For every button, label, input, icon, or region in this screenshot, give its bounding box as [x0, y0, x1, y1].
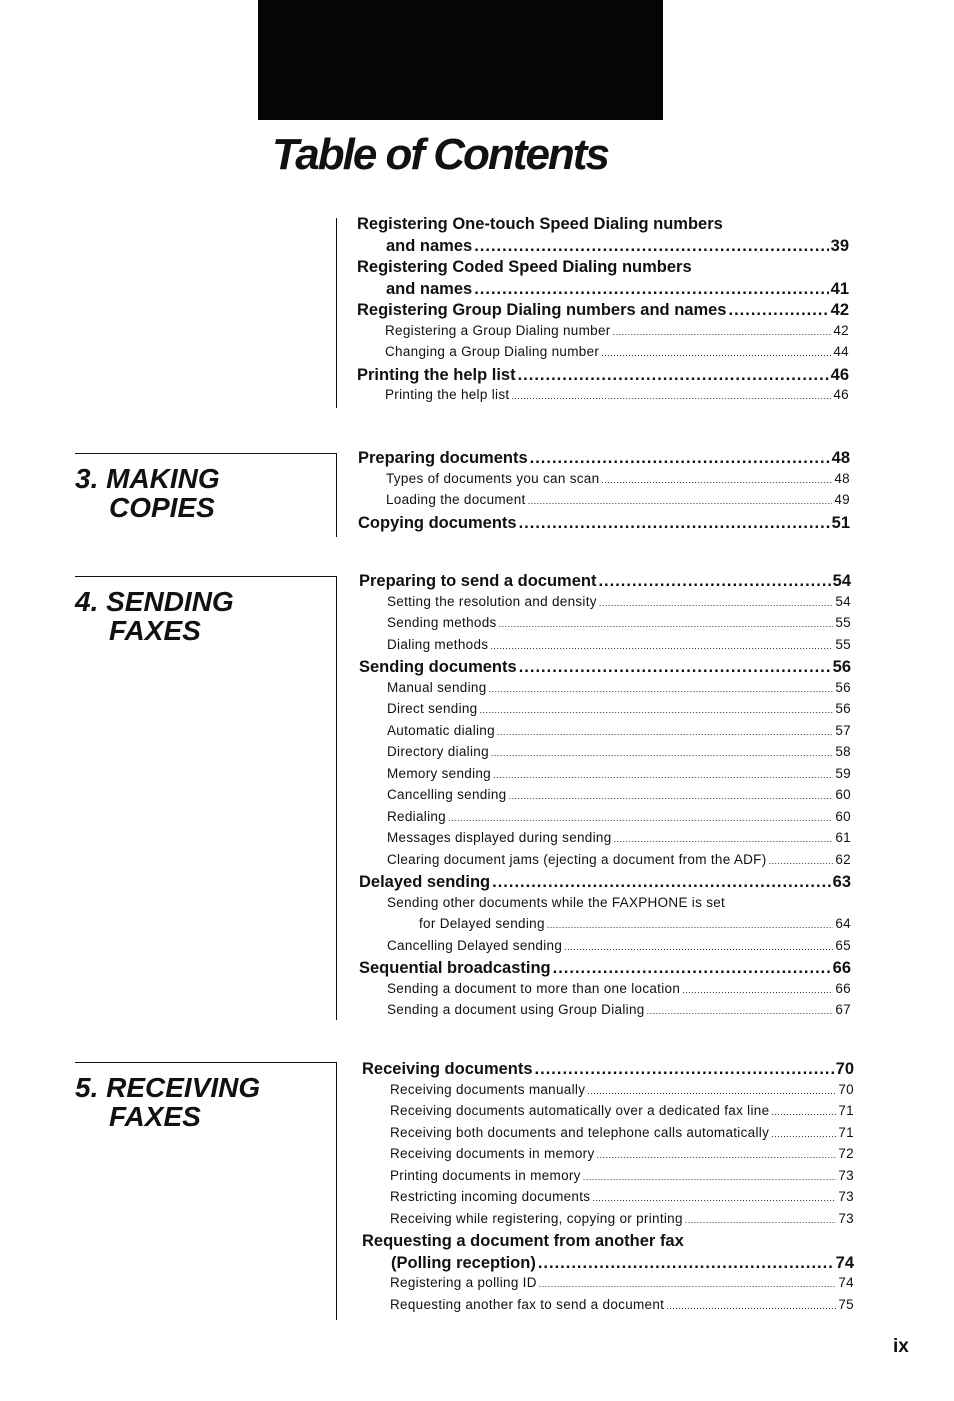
toc-sub-entry [0, 1275, 954, 1297]
toc-entry-label: Registering a polling ID [390, 1275, 537, 1290]
toc-entry-label: Sending a document to more than one location [387, 980, 681, 996]
toc-entry-label: Requesting another fax to send a document [390, 1296, 665, 1312]
dot-leader [491, 744, 833, 759]
toc-page-number: 72 [838, 1146, 854, 1161]
toc-main-entry [0, 1232, 954, 1254]
toc-entry-label: Clearing document jams (ejecting a document from the ADF) [387, 851, 767, 867]
toc-main-entry [0, 258, 954, 280]
dot-leader [598, 572, 830, 591]
chapter-title-line2: FAXES [109, 1101, 201, 1132]
toc-main-entry [0, 449, 954, 471]
toc-page-number: 60 [835, 808, 851, 824]
chapter-title-line1: 3. MAKING [75, 463, 220, 494]
toc-page-number: 66 [832, 959, 851, 977]
dot-leader [448, 809, 833, 824]
toc-page-number: 56 [835, 701, 851, 716]
page-number: ix [893, 1336, 909, 1357]
toc-sub-entry [0, 981, 954, 1003]
toc-sub-entry [0, 895, 954, 917]
dot-leader [583, 1168, 837, 1183]
dot-leader [489, 680, 834, 695]
toc-entry-label: and names [386, 236, 473, 255]
dot-leader [519, 658, 831, 677]
toc-entry-label: Setting the resolution and density [387, 593, 597, 609]
dot-leader [492, 873, 831, 892]
dot-leader [728, 301, 828, 320]
toc-entry-label: Sending other documents while the FAXPHONE is set [387, 894, 726, 910]
toc-main-entry [0, 215, 954, 237]
toc-page-number: 46 [830, 365, 849, 384]
toc-sub-entry [0, 1211, 954, 1233]
toc-page-number: 41 [830, 279, 849, 298]
toc-entry-label: Preparing documents [358, 449, 528, 467]
dot-leader [587, 1082, 836, 1097]
toc-entry-label: Printing documents in memory [390, 1167, 581, 1183]
toc-sub-entry [0, 1125, 954, 1147]
toc-entry-label: for Delayed sending [419, 916, 545, 931]
toc-entry-label: Registering One-touch Speed Dialing numbers [357, 215, 723, 233]
chapter-title-line2: COPIES [109, 492, 215, 523]
toc-sub-entry [0, 637, 954, 659]
toc-main-entry [0, 959, 954, 981]
toc-entry-label: Sequential broadcasting [359, 959, 551, 977]
toc-page-number: 56 [835, 679, 851, 695]
toc-entry-label: Sending documents [359, 658, 517, 676]
chapter-title-line2: FAXES [109, 615, 201, 646]
toc-sub-entry [0, 1189, 954, 1211]
dot-leader [474, 280, 828, 299]
toc-main-entry [0, 1254, 954, 1276]
dot-leader [592, 1189, 836, 1204]
toc-entry-label: Messages displayed during sending [387, 830, 612, 845]
toc-sub-entry [0, 387, 954, 409]
toc-entry-label: Receiving documents in memory [390, 1146, 595, 1161]
toc-sub-entry [0, 1103, 954, 1125]
toc-page-number: 54 [832, 572, 851, 590]
dot-leader [538, 1254, 834, 1273]
dot-leader [597, 1146, 837, 1161]
toc-entry-label: Printing the help list [357, 365, 516, 384]
dot-leader [771, 1125, 836, 1140]
toc-entry-label: Loading the document [386, 492, 526, 507]
toc-page-number: 64 [835, 916, 851, 931]
dot-leader [601, 344, 831, 359]
toc-page-number: 55 [835, 615, 851, 630]
toc-entry-label: Manual sending [387, 679, 487, 695]
toc-page-number: 55 [835, 636, 851, 652]
toc-sub-entry [0, 1082, 954, 1104]
toc-page-number: 58 [835, 744, 851, 759]
dot-leader [682, 981, 833, 996]
dot-leader [547, 916, 834, 931]
dot-leader [613, 323, 832, 338]
toc-sub-entry [0, 1297, 954, 1319]
toc-page-number: 57 [835, 722, 851, 738]
dot-leader [666, 1297, 836, 1312]
toc-page-number: 71 [838, 1103, 854, 1118]
toc-entry-label: Types of documents you can scan [386, 470, 600, 486]
toc-main-entry [0, 1060, 954, 1082]
dot-leader [528, 492, 833, 507]
toc-entry-label: Printing the help list [385, 387, 510, 402]
toc-sub-entry [0, 830, 954, 852]
toc-sub-entry [0, 809, 954, 831]
toc-section-making-copies [0, 449, 954, 535]
toc-page-number: 73 [838, 1210, 854, 1226]
toc-page-number: 70 [838, 1081, 854, 1097]
toc-main-entry [0, 514, 954, 536]
dot-leader [564, 938, 833, 953]
toc-sub-entry [0, 766, 954, 788]
toc-section-2-continued [0, 215, 954, 409]
toc-sub-entry [0, 344, 954, 366]
toc-entry-label: Registering Coded Speed Dialing numbers [357, 258, 692, 276]
toc-page-number: 48 [834, 470, 850, 486]
toc-entry-label: Automatic dialing [387, 722, 495, 738]
toc-entry-label: Registering Group Dialing numbers and names [357, 301, 727, 319]
toc-entry-label: Sending a document using Group Dialing [387, 1002, 645, 1017]
toc-sub-entry [0, 787, 954, 809]
chapter-title-line1: 4. SENDING [75, 586, 234, 617]
toc-page-number: 71 [838, 1124, 854, 1140]
toc-page-number: 70 [835, 1060, 854, 1078]
toc-sub-entry [0, 680, 954, 702]
toc-main-entry [0, 237, 954, 259]
toc-page-number: 42 [830, 301, 849, 319]
dot-leader [647, 1002, 834, 1017]
toc-sub-entry [0, 852, 954, 874]
toc-entry-label: Registering a Group Dialing number [385, 322, 611, 338]
toc-page-number: 74 [838, 1275, 854, 1290]
dot-leader [685, 1211, 837, 1226]
toc-page-number: 75 [838, 1296, 854, 1312]
toc-entry-label: Receiving documents [362, 1060, 533, 1078]
toc-page-number: 74 [835, 1253, 854, 1272]
dot-leader [474, 237, 828, 256]
toc-entry-label: Receiving both documents and telephone calls automatically [390, 1124, 770, 1140]
toc-page-number: 46 [833, 387, 849, 402]
toc-sub-entry [0, 938, 954, 960]
toc-entry-label: Direct sending [387, 701, 478, 716]
toc-sub-entry [0, 615, 954, 637]
toc-main-entry [0, 301, 954, 323]
toc-page-number: 39 [830, 236, 849, 255]
toc-sub-entry [0, 1168, 954, 1190]
toc-main-entry [0, 572, 954, 594]
toc-page-number: 59 [835, 765, 851, 781]
toc-section-sending-faxes [0, 572, 954, 1024]
dot-leader [493, 766, 833, 781]
toc-entry-label: Preparing to send a document [359, 572, 597, 590]
toc-page-number: 73 [838, 1189, 854, 1204]
toc-sub-entry [0, 701, 954, 723]
toc-section-receiving-faxes [0, 1060, 954, 1318]
toc-entry-label: Directory dialing [387, 744, 489, 759]
toc-entry-label: Copying documents [358, 513, 517, 532]
toc-sub-entry [0, 594, 954, 616]
toc-entry-label: Receiving documents manually [390, 1081, 586, 1097]
toc-page-number: 62 [835, 851, 851, 867]
dot-leader [490, 637, 833, 652]
toc-entry-label: Memory sending [387, 765, 491, 781]
dot-leader [511, 387, 831, 402]
dot-leader [601, 471, 832, 486]
dot-leader [480, 701, 834, 716]
dot-leader [499, 615, 834, 630]
toc-entry-label: Delayed sending [359, 873, 491, 891]
toc-entry-label: Restricting incoming documents [390, 1189, 591, 1204]
toc-entry-label: Changing a Group Dialing number [385, 344, 600, 359]
toc-page-number: 67 [835, 1002, 851, 1017]
toc-page-number: 56 [832, 658, 851, 676]
dot-leader [535, 1060, 834, 1079]
dot-leader [519, 514, 830, 533]
toc-main-entry [0, 658, 954, 680]
toc-main-entry [0, 873, 954, 895]
toc-page-number: 66 [835, 980, 851, 996]
toc-entry-label: and names [386, 279, 473, 298]
chapter-title-line1: 5. RECEIVING [75, 1072, 261, 1103]
toc-page-number: 49 [834, 492, 850, 507]
toc-page-number: 73 [838, 1167, 854, 1183]
dot-leader [518, 366, 829, 385]
dot-leader [553, 959, 831, 978]
toc-sub-entry [0, 1002, 954, 1024]
dot-leader [599, 594, 834, 609]
toc-entry-label: Dialing methods [387, 636, 489, 652]
toc-entry-label: Cancelling Delayed sending [387, 937, 563, 953]
toc-page-number: 60 [835, 787, 851, 802]
toc-sub-entry [0, 323, 954, 345]
dot-leader [614, 830, 834, 845]
toc-page-number: 65 [835, 937, 851, 953]
toc-sub-entry [0, 492, 954, 514]
toc-sub-entry [0, 471, 954, 493]
toc-entry-label: Cancelling sending [387, 787, 507, 802]
page-title: Table of Contents [272, 130, 608, 179]
toc-page-number: 51 [831, 513, 850, 532]
dot-leader [530, 449, 830, 468]
toc-entry-label: Receiving documents automatically over a dedicated fax line [390, 1103, 770, 1118]
toc-page-number: 48 [831, 449, 850, 467]
toc-entry-label: Receiving while registering, copying or printing [390, 1210, 683, 1226]
toc-sub-entry [0, 744, 954, 766]
toc-page-number: 42 [833, 322, 849, 338]
toc-page-number: 54 [835, 593, 851, 609]
dot-leader [769, 852, 834, 867]
toc-entry-label: Redialing [387, 808, 446, 824]
toc-page-number: 44 [833, 344, 849, 359]
dot-leader [539, 1275, 837, 1290]
toc-entry-label: Requesting a document from another fax [362, 1232, 684, 1250]
toc-sub-entry [0, 723, 954, 745]
dot-leader [771, 1103, 836, 1118]
toc-sub-entry [0, 1146, 954, 1168]
toc-sub-entry [0, 916, 954, 938]
toc-entry-label: Sending methods [387, 615, 497, 630]
dot-leader [497, 723, 833, 738]
dot-leader [508, 787, 833, 802]
toc-entry-label: (Polling reception) [391, 1253, 536, 1272]
toc-page-number: 61 [835, 830, 851, 845]
toc-main-entry [0, 280, 954, 302]
toc-page-number: 63 [832, 873, 851, 891]
header-black-band [258, 0, 663, 120]
toc-main-entry [0, 366, 954, 388]
